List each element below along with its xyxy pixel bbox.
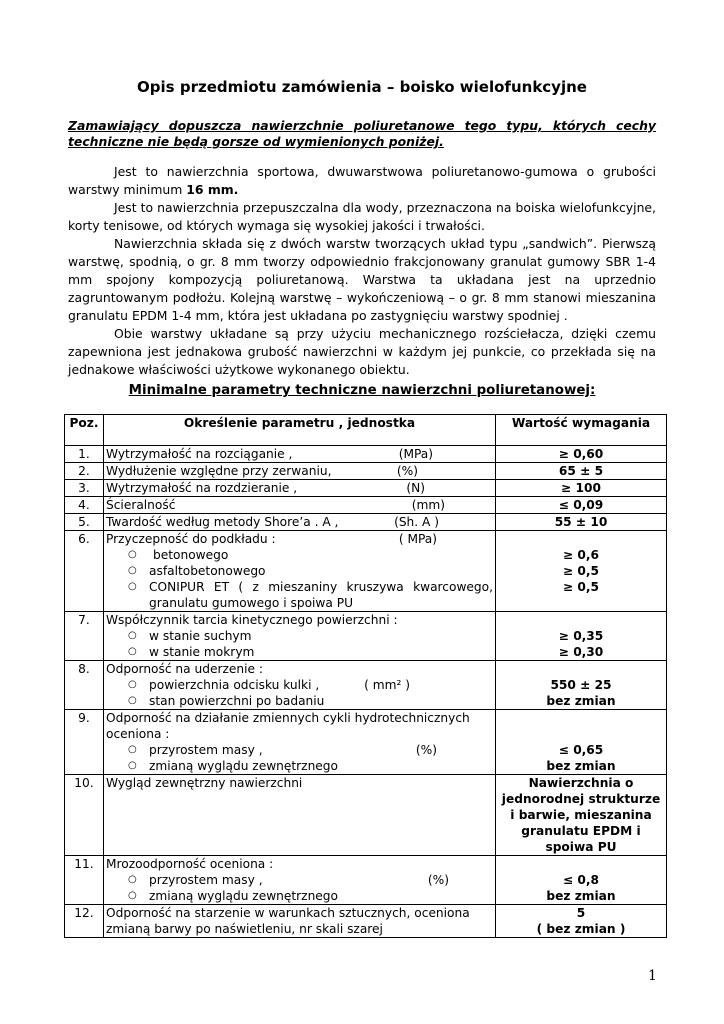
bullet-icon: ○ (128, 549, 137, 560)
bullet-icon: ○ (128, 874, 137, 885)
bullet-icon: ○ (128, 646, 137, 657)
table-row: 10. Wygląd zewnętrzny nawierzchni Nawierzchnia o jednorodnej strukturze i barwie, mieszanina granulatu EPDM i spoiwa PU (65, 775, 667, 856)
list-item: ○ w stanie suchym (128, 629, 252, 643)
document-title: Opis przedmiotu zamówienia – boisko wielofunkcyjne (137, 78, 587, 96)
list-item: ○ w stanie mokrym (128, 645, 255, 659)
parameters-table (64, 414, 667, 938)
bullet-icon: ○ (128, 565, 137, 576)
bullet-icon: ○ (128, 890, 137, 901)
paragraph-3: Nawierzchnia składa się z dwóch warstw tworzących układ typu „sandwich”. Pierwszą warstwę, spodnią, o gr. 8 mm tworzy odpowiednio frakcjonowany granulat gumowy SBR 1-4 mm spojony kompozycją poliuretanową. Warstwa ta układana jest na uprzednio zagruntowanym podłożu. Kolejną warstwę – wykończeniową – o gr. 8 mm stanowi mieszanina granulatu EPDM 1-4 mm, która jest układana po zastygnięciu warstwy spodniej . (68, 236, 656, 323)
list-item: ○ przyrostem masy , (%) (128, 873, 449, 887)
bullet-icon: ○ (128, 744, 137, 755)
table-title: Minimalne parametry techniczne nawierzchni poliuretanowej: (128, 383, 596, 398)
table-row: 8. Odporność na uderzenie : ○ powierzchnia odcisku kulki , ( mm² ) ○ stan powierzchni po badaniu 550 ± 25 bez zmian (65, 661, 667, 710)
header-poz: Poz. (65, 415, 104, 446)
table-header-row (65, 415, 667, 446)
header-value: Wartość wymagania (496, 415, 667, 446)
table-row: 12. Odporność na starzenie w warunkach sztucznych, oceniona zmianą barwy po naświetleniu, nr skali szarej 5 ( bez zmian ) (65, 905, 667, 938)
table-row: 7. Współczynnik tarcia kinetycznego powierzchni : ○ w stanie suchym ○ w stanie mokrym ≥ 0,35 ≥ 0,30 (65, 612, 667, 661)
paragraph-2: Jest to nawierzchnia przepuszczalna dla wody, przeznaczona na boiska wielofunkcyjne, korty tenisowe, od których wymaga się wysokiej jakości i trwałości. (68, 200, 656, 233)
header-param: Określenie parametru , jednostka (104, 415, 496, 446)
list-item: ○ CONIPUR ET ( z mieszaniny kruszywa kwarcowego, granulatu gumowego i spoiwa PU (128, 580, 493, 610)
description-body (68, 163, 656, 379)
paragraph-4: Obie warstwy układane są przy użyciu mechanicznego rozściełacza, dzięki czemu zapewniona jest jednakowa grubość nawierzchni w każdym jej punkcie, co przekłada się na jednakowe właściwości użytkowe wykonanego obiektu. (68, 326, 656, 377)
bullet-icon: ○ (128, 760, 137, 771)
page-number: 1 (648, 968, 657, 984)
list-item: ○ zmianą wyglądu zewnętrznego (128, 759, 338, 773)
table-row: 9. Odporność na działanie zmiennych cykli hydrotechnicznych oceniona : ○ przyrostem masy , (%) ○ zmianą wyglądu zewnętrznego ≤ 0,65 bez zmian (65, 710, 667, 775)
list-item: ○ powierzchnia odcisku kulki , ( mm² ) (128, 678, 410, 692)
bullet-icon: ○ (128, 581, 137, 592)
table-row: 3. Wytrzymałość na rozdzieranie , (N) ≥ 100 (65, 480, 667, 497)
bullet-icon: ○ (128, 630, 137, 641)
intro-statement: Zamawiający dopuszcza nawierzchnie poliuretanowe tego typu, których cechy techniczne nie będą gorsze od wymienionych poniżej. (68, 118, 656, 149)
table-row: 6. Przyczepność do podkładu : ( MPa) ○ betonowego ○ asfaltobetonowego ○ CONIPUR ET ( z mieszaniny kruszywa kwarcowego, granulatu gumowego i spoiwa PU ≥ 0,6 ≥ 0,5 ≥ 0,5 (65, 531, 667, 612)
list-item: ○ zmianą wyglądu zewnętrznego (128, 889, 338, 903)
table-row: 5. Twardość według metody Shore’a . A , (Sh. A ) 55 ± 10 (65, 514, 667, 531)
list-item: ○ stan powierzchni po badaniu (128, 694, 325, 708)
table-row: 11. Mrozoodporność oceniona : ○ przyrostem masy , (%) ○ zmianą wyglądu zewnętrznego ≤ 0,8 bez zmian (65, 856, 667, 905)
list-item: ○ przyrostem masy , (%) (128, 743, 437, 757)
paragraph-1: Jest to nawierzchnia sportowa, dwuwarstwowa poliuretanowo-gumowa o grubości warstwy minimum 16 mm. (68, 164, 656, 197)
table-row: 2. Wydłużenie względne przy zerwaniu, (%) 65 ± 5 (65, 463, 667, 480)
list-item: ○ betonowego (128, 548, 229, 562)
bullet-icon: ○ (128, 695, 137, 706)
list-item: ○ asfaltobetonowego (128, 564, 266, 578)
thickness-value: 16 mm. (186, 182, 239, 197)
bullet-icon: ○ (128, 679, 137, 690)
table-row: 4. Ścieralność (mm) ≤ 0,09 (65, 497, 667, 514)
table-row: 1. Wytrzymałość na rozciąganie , (MPa) ≥ 0,60 (65, 446, 667, 463)
